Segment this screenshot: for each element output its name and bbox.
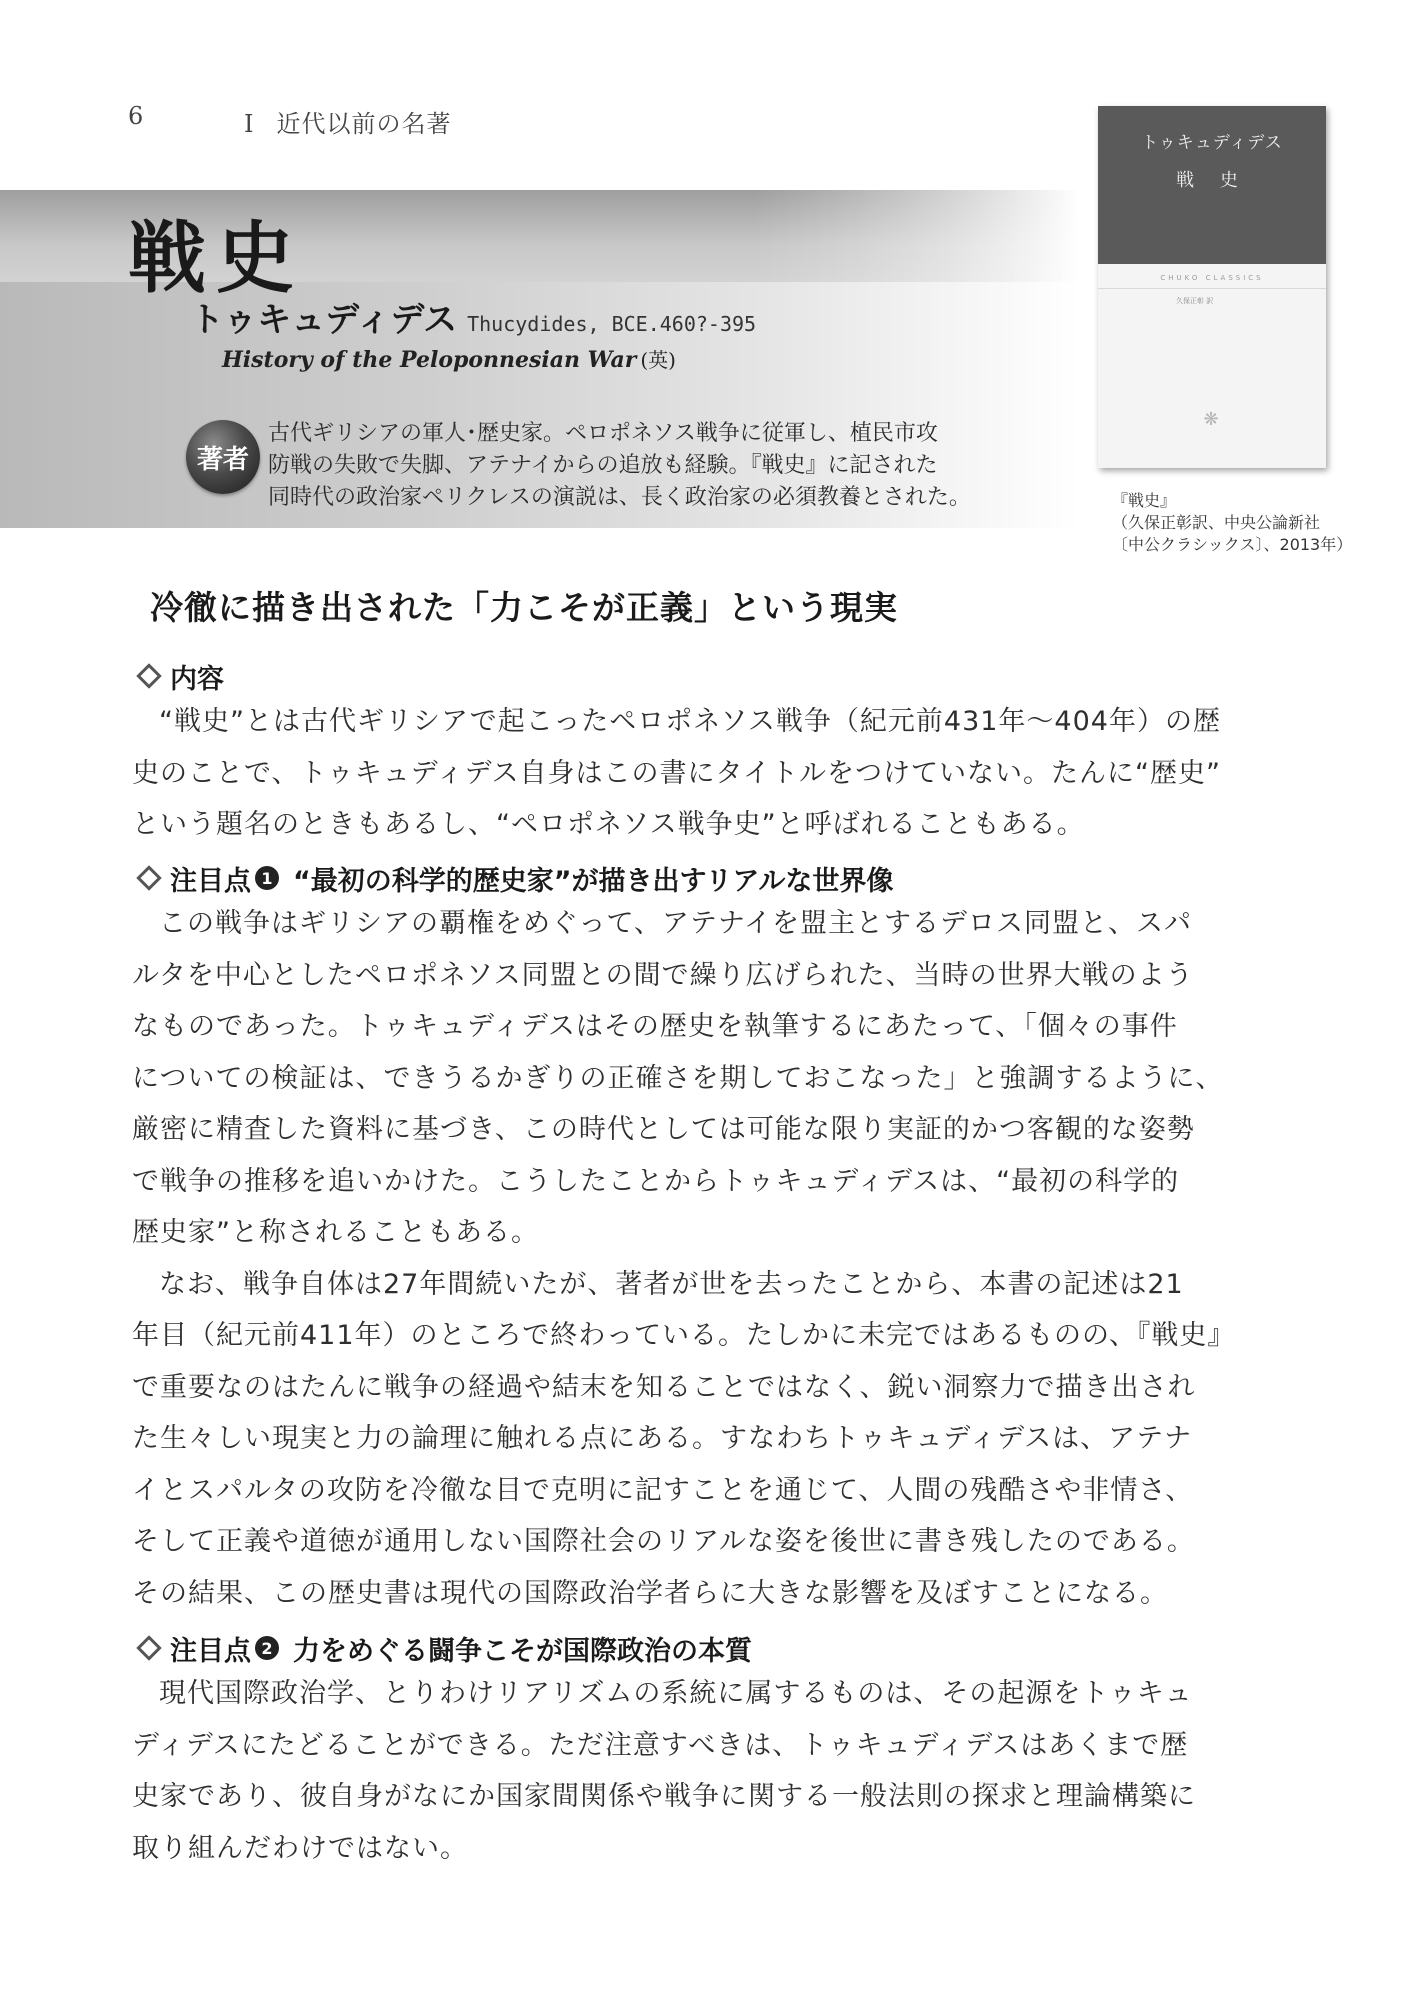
text-line: 年目（紀元前411年）のところで終わっている。たしかに未完ではあるものの、『戦史』: [132, 1320, 1236, 1351]
cover-divider: [1098, 288, 1326, 289]
text-line: この戦争はギリシアの覇権をめぐって、アテナイを盟主とするデロス同盟と、スパ: [159, 908, 1193, 939]
author-romanized: Thucydides, BCE.460?-395: [467, 312, 757, 336]
text-line: 取り組んだわけではない。: [132, 1832, 468, 1864]
text-line: 史家であり、彼自身がなにか国家間関係や戦争に関する一般法則の探求と理論構築に: [132, 1781, 1196, 1812]
text-line: “戦史”とは古代ギリシアで起こったペロポネソス戦争（紀元前431年～404年）の歴: [159, 706, 1221, 737]
author-bio: [268, 418, 1080, 514]
number-badge-icon: 1: [255, 866, 279, 890]
chapter-title: 近代以前の名著: [276, 110, 452, 138]
section-heading: [132, 858, 1292, 898]
text-line: ルタを中心としたペロポネソス同盟との間で繰り広げられた、当時の世界大戦のよう: [132, 959, 1194, 991]
text-line: で戦争の推移を追いかけた。こうしたことからトゥキュディデスは、“最初の科学的: [132, 1165, 1180, 1197]
section-label: 内容: [170, 663, 224, 695]
text-line: イとスパルタの攻防を冷徹な目で克明に記すことを通じて、人間の残酷さや非情さ、: [132, 1474, 1194, 1506]
book-cover-image: [1098, 106, 1326, 468]
publisher-emblem-icon: ❋: [1203, 409, 1219, 430]
cover-caption-line: 〔中公クラシックス〕、2013年）: [1112, 535, 1353, 554]
author-bio-line: 古代ギリシアの軍人･歴史家。ペロポネソス戦争に従軍し、植民市攻: [268, 421, 938, 446]
cover-title: 戦 史: [1176, 170, 1248, 191]
text-line: についての検証は、できうるかぎりの正確さを期しておこなった」と強調するように、: [132, 1062, 1224, 1094]
section-highlight-1: [132, 858, 1292, 1619]
section-label: 注目点: [170, 1635, 251, 1667]
paragraph: [132, 1668, 1292, 1874]
paragraph: [132, 696, 1292, 851]
diamond-bullet-icon: [136, 1635, 161, 1660]
author-name: トゥキュディデス: [190, 300, 458, 340]
section-label: 注目点: [170, 865, 251, 897]
text-line: で重要なのはたんに戦争の経過や結末を知ることではなく、鋭い洞察力で描き出され: [132, 1371, 1196, 1403]
author-bio-line: 防戦の失敗で失脚、アテナイからの追放も経験。『戦史』に記された: [268, 453, 938, 478]
original-lang: (英): [640, 348, 676, 372]
cover-translator: 久保正彰 訳: [1176, 297, 1214, 305]
page-number: 6: [128, 102, 144, 130]
text-line: ディデスにたどることができる。ただ注意すべきは、トゥキュディデスはあくまで歴: [132, 1729, 1189, 1761]
text-line: という題名のときもあるし、“ペロポネソス戦争史”と呼ばれることもある。: [132, 809, 1085, 840]
author-line: [190, 292, 756, 341]
headline: 冷徹に描き出された「力こそが正義」という現実: [150, 588, 898, 627]
text-line: なものであった。トゥキュディデスはその歴史を執筆するにあたって、「個々の事件: [132, 1011, 1178, 1042]
chapter-numeral: Ⅰ: [244, 110, 255, 138]
cover-caption-line: （久保正彰訳、中央公論新社: [1112, 513, 1321, 532]
text-line: なお、戦争自体は27年間続いたが、著者が世を去ったことから、本書の記述は21: [159, 1268, 1184, 1300]
diamond-bullet-icon: [136, 865, 161, 890]
cover-series: CHUKO CLASSICS: [1160, 274, 1264, 282]
paragraph: [132, 1259, 1292, 1620]
cover-caption: [1112, 490, 1352, 556]
section-highlight-2: [132, 1628, 1292, 1874]
original-title-text: History of the Peloponnesian War: [222, 347, 637, 373]
section-subtitle: 力をめぐる闘争こそが国際政治の本質: [293, 1635, 752, 1667]
text-line: 現代国際政治学、とりわけリアリズムの系統に属するものは、その起源をトゥキュ: [159, 1678, 1193, 1709]
cover-author: トゥキュディデス: [1141, 133, 1283, 153]
author-badge-icon: 著者: [186, 420, 260, 494]
text-line: 厳密に精査した資料に基づき、この時代としては可能な限り実証的かつ客観的な姿勢: [132, 1114, 1195, 1145]
section-heading: [132, 656, 1292, 696]
cover-caption-line: 『戦史』: [1112, 491, 1177, 510]
paragraph: [132, 898, 1292, 1259]
chapter-label: [244, 104, 451, 139]
text-line: 歴史家”と称されることもある。: [132, 1217, 539, 1248]
text-line: その結果、この歴史書は現代の国際政治学者らに大きな影響を及ぼすことになる。: [132, 1577, 1168, 1609]
section-heading: [132, 1628, 1292, 1668]
text-line: そして正義や道徳が通用しない国際社会のリアルな姿を後世に書き残したのである。: [132, 1526, 1195, 1557]
section-subtitle: “最初の科学的歴史家”が描き出すリアルな世界像: [293, 865, 894, 897]
number-badge-icon: 2: [255, 1636, 279, 1660]
diamond-bullet-icon: [136, 663, 161, 688]
section-content: [132, 656, 1292, 851]
book-title: 戦史: [128, 213, 305, 304]
author-bio-line: 同時代の政治家ペリクレスの演説は、長く政治家の必須教養とされた。: [268, 485, 971, 510]
text-line: 史のことで、トゥキュディデス自身はこの書にタイトルをつけていない。たんに“歴史”: [132, 757, 1221, 789]
original-title: [222, 344, 676, 373]
text-line: た生々しい現実と力の論理に触れる点にある。すなわちトゥキュディデスは、アテナ: [132, 1423, 1193, 1454]
